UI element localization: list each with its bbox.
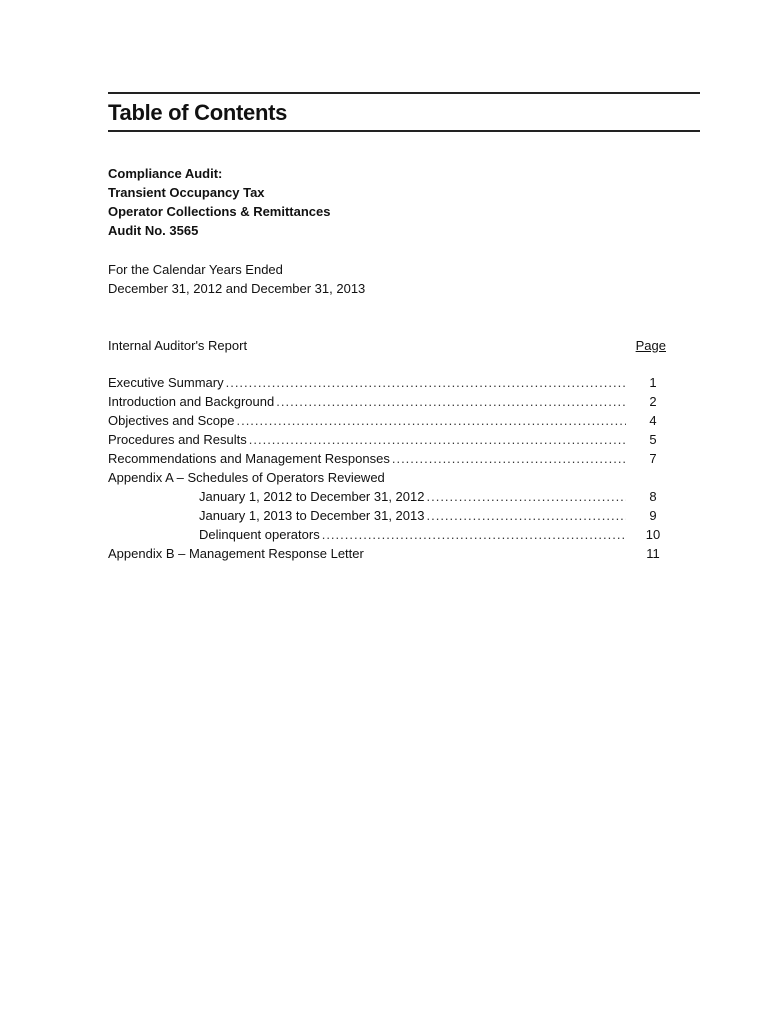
- audit-scope: Operator Collections & Remittances: [108, 204, 331, 219]
- toc-entry-label: January 1, 2013 to December 31, 2013: [199, 508, 425, 523]
- toc-entry-label: Executive Summary: [108, 375, 224, 390]
- toc-entry-label: Recommendations and Management Responses: [108, 451, 390, 466]
- title-rule-top: [108, 92, 700, 94]
- toc-entry-objectives[interactable]: [108, 411, 668, 430]
- dot-leader: [226, 373, 626, 392]
- period-line-2: December 31, 2012 and December 31, 2013: [108, 281, 366, 296]
- toc-page-number: 7: [649, 451, 657, 466]
- dot-leader: [426, 506, 626, 525]
- toc-entry-procedures[interactable]: [108, 430, 668, 449]
- toc-entry-schedule-2012[interactable]: [108, 487, 668, 506]
- toc-list: [108, 373, 668, 563]
- toc-entry-executive-summary[interactable]: [108, 373, 668, 392]
- toc-page-number: 2: [649, 394, 657, 409]
- toc-entry-label: Appendix B – Management Response Letter: [108, 546, 364, 561]
- toc-entry-label: January 1, 2012 to December 31, 2012: [199, 489, 425, 504]
- title-rule-bottom: [108, 130, 700, 132]
- audit-type: Compliance Audit:: [108, 166, 223, 181]
- page-column-label: Page: [635, 338, 666, 353]
- dot-leader: [322, 525, 626, 544]
- dot-leader: [392, 449, 626, 468]
- dot-leader: [236, 411, 626, 430]
- report-heading: Internal Auditor's Report: [108, 338, 248, 353]
- toc-page-number: 1: [649, 375, 657, 390]
- toc-page-number: 5: [649, 432, 657, 447]
- toc-page-number: 4: [649, 413, 657, 428]
- toc-entry-introduction[interactable]: [108, 392, 668, 411]
- toc-entry-label: Appendix A – Schedules of Operators Reviewed: [108, 470, 385, 485]
- toc-entry-recommendations[interactable]: [108, 449, 668, 468]
- page-title: Table of Contents: [108, 100, 288, 125]
- report-heading-row: [108, 336, 668, 355]
- toc-entry-label: Objectives and Scope: [108, 413, 235, 428]
- toc-entry-appendix-a[interactable]: [108, 468, 668, 487]
- audit-period: [108, 260, 365, 298]
- period-line-1: For the Calendar Years Ended: [108, 262, 283, 277]
- audit-subject: Transient Occupancy Tax: [108, 185, 265, 200]
- dot-leader: [426, 487, 626, 506]
- toc-page-number: 9: [649, 508, 657, 523]
- toc-page-number: 10: [645, 527, 661, 542]
- toc-entry-label: Procedures and Results: [108, 432, 247, 447]
- toc-entry-delinquent-operators[interactable]: [108, 525, 668, 544]
- audit-number: Audit No. 3565: [108, 223, 199, 238]
- toc-entry-schedule-2013[interactable]: [108, 506, 668, 525]
- toc-entry-appendix-b[interactable]: [108, 544, 668, 563]
- toc-page-number: 8: [649, 489, 657, 504]
- toc-page-number: 11: [646, 546, 660, 561]
- dot-leader: [276, 392, 626, 411]
- dot-leader: [249, 430, 626, 449]
- toc-entry-label: Delinquent operators: [199, 527, 320, 542]
- audit-heading: [108, 164, 331, 240]
- toc-entry-label: Introduction and Background: [108, 394, 275, 409]
